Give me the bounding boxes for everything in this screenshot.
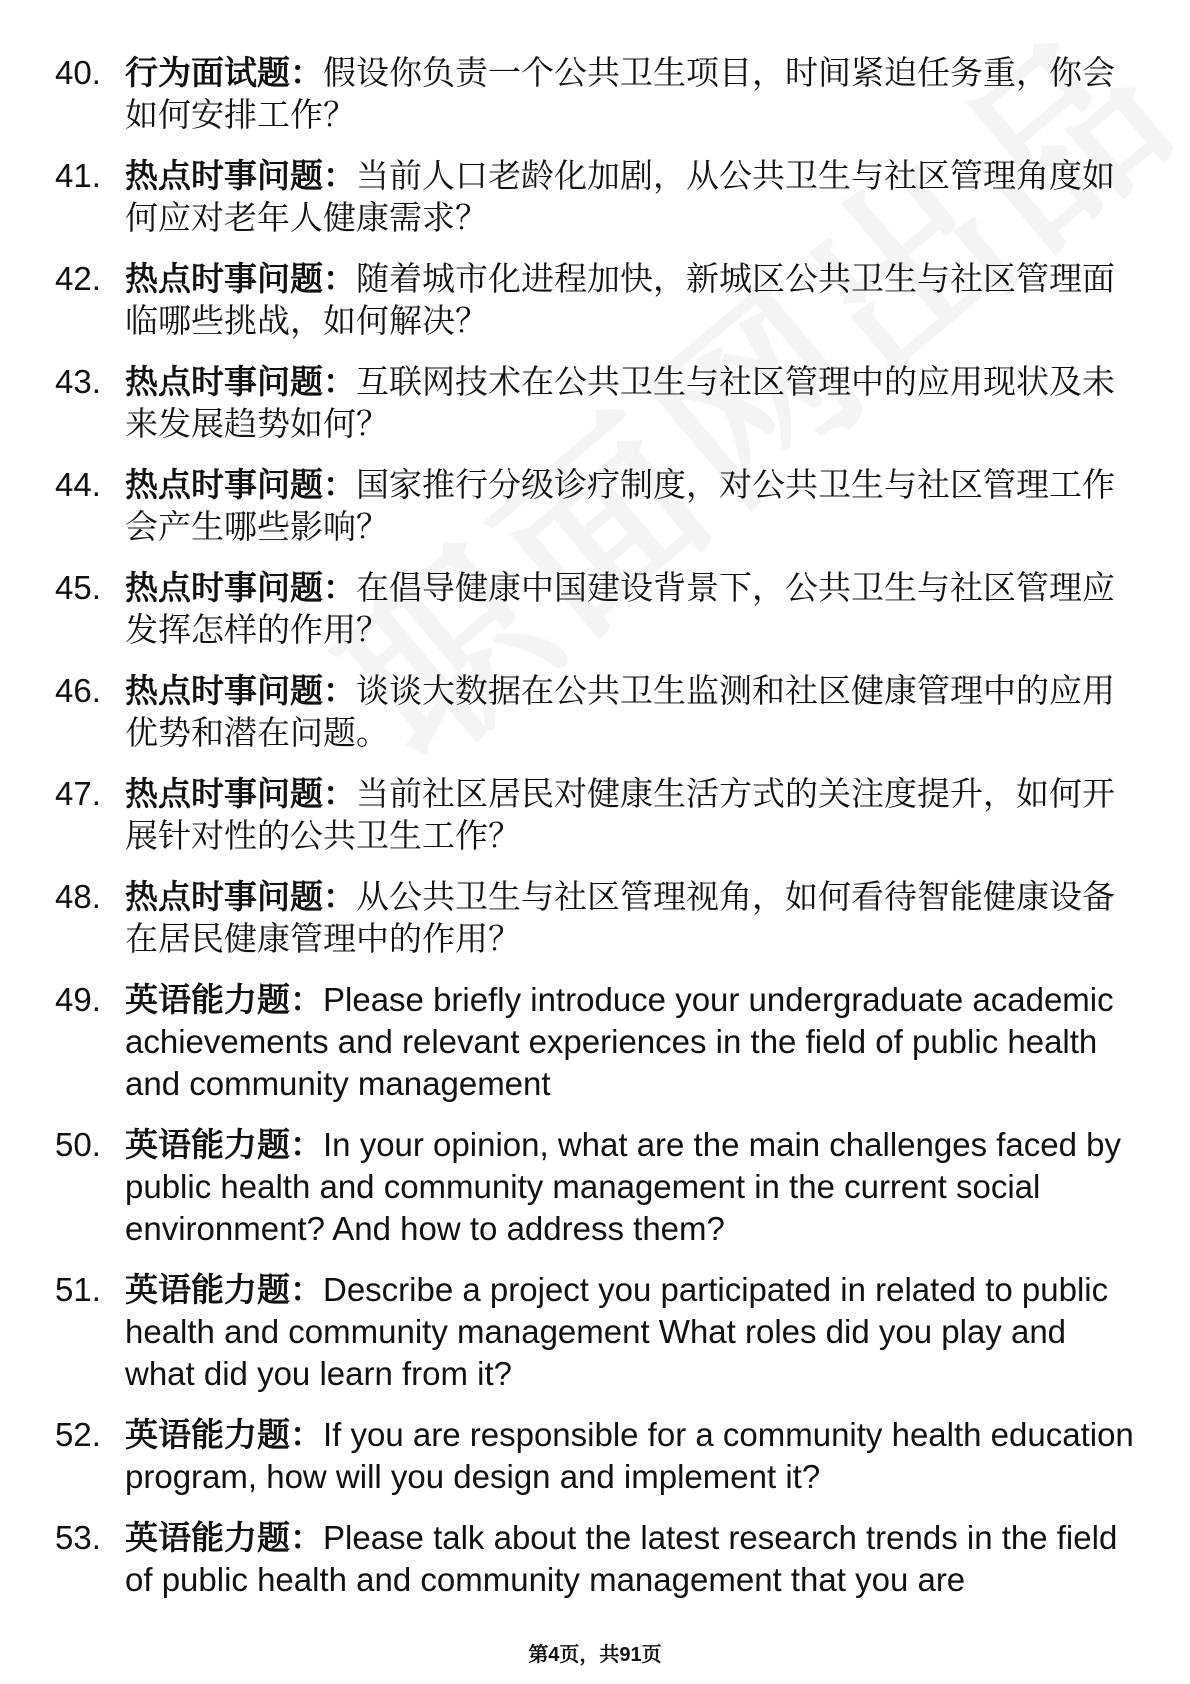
list-item — [55, 52, 1135, 136]
question-number: 48. — [55, 878, 101, 915]
list-item — [55, 361, 1135, 445]
list-item — [55, 464, 1135, 548]
question-text: 随着城市化进程加快，新城区公共卫生与社区管理面临哪些挑战，如何解决？ — [125, 260, 1115, 339]
question-category: 热点时事问题： — [125, 260, 356, 297]
question-category: 英语能力题： — [125, 981, 323, 1018]
question-number: 50. — [55, 1126, 101, 1163]
question-text: Describe a project you participated in related to public health and community management What roles did you play and what did you learn from it? — [125, 1271, 1109, 1392]
question-category: 英语能力题： — [125, 1416, 323, 1453]
question-number: 40. — [55, 54, 101, 91]
question-category: 热点时事问题： — [125, 363, 356, 400]
question-category: 英语能力题： — [125, 1519, 323, 1556]
question-number: 52. — [55, 1416, 101, 1453]
question-number: 44. — [55, 466, 101, 503]
question-text: 谈谈大数据在公共卫生监测和社区健康管理中的应用优势和潜在问题。 — [125, 672, 1115, 751]
list-item — [55, 567, 1135, 651]
question-category: 热点时事问题： — [125, 775, 356, 812]
list-item — [55, 1269, 1135, 1395]
list-item — [55, 1124, 1135, 1250]
question-text: 国家推行分级诊疗制度，对公共卫生与社区管理工作会产生哪些影响？ — [125, 466, 1115, 545]
question-text: 当前社区居民对健康生活方式的关注度提升，如何开展针对性的公共卫生工作？ — [125, 775, 1115, 854]
question-text: Please talk about the latest research trends in the field of public health and community management that you are — [125, 1519, 1118, 1598]
question-category: 热点时事问题： — [125, 569, 356, 606]
question-text: 互联网技术在公共卫生与社区管理中的应用现状及未来发展趋势如何？ — [125, 363, 1115, 442]
question-number: 45. — [55, 569, 101, 606]
question-text: In your opinion, what are the main challenges faced by public health and community management in the current social environment? And how to address them? — [125, 1126, 1121, 1247]
page-footer: 第4页，共91页 — [528, 1644, 662, 1666]
list-item — [55, 258, 1135, 342]
list-item — [55, 155, 1135, 239]
question-list — [55, 52, 1135, 1620]
question-category: 热点时事问题： — [125, 157, 356, 194]
question-number: 43. — [55, 363, 101, 400]
question-number: 53. — [55, 1519, 101, 1556]
question-text: If you are responsible for a community health education program, how will you design and implement it? — [125, 1416, 1134, 1495]
list-item — [55, 876, 1135, 960]
question-number: 42. — [55, 260, 101, 297]
question-text: 在倡导健康中国建设背景下，公共卫生与社区管理应发挥怎样的作用？ — [125, 569, 1115, 648]
question-category: 英语能力题： — [125, 1126, 323, 1163]
question-text: 假设你负责一个公共卫生项目，时间紧迫任务重，你会如何安排工作？ — [125, 54, 1115, 133]
question-text: 从公共卫生与社区管理视角，如何看待智能健康设备在居民健康管理中的作用？ — [125, 878, 1115, 957]
list-item — [55, 670, 1135, 754]
list-item — [55, 1414, 1135, 1498]
question-number: 51. — [55, 1271, 101, 1308]
question-text: 当前人口老龄化加剧，从公共卫生与社区管理角度如何应对老年人健康需求？ — [125, 157, 1115, 236]
list-item — [55, 979, 1135, 1105]
question-number: 41. — [55, 157, 101, 194]
question-number: 47. — [55, 775, 101, 812]
question-number: 49. — [55, 981, 101, 1018]
list-item — [55, 1517, 1135, 1601]
question-category: 英语能力题： — [125, 1271, 323, 1308]
question-category: 热点时事问题： — [125, 672, 356, 709]
question-category: 行为面试题： — [125, 54, 323, 91]
list-item — [55, 773, 1135, 857]
question-number: 46. — [55, 672, 101, 709]
question-text: Please briefly introduce your undergraduate academic achievements and relevant experiences in the field of public health and community management — [125, 981, 1114, 1102]
question-category: 热点时事问题： — [125, 878, 356, 915]
question-category: 热点时事问题： — [125, 466, 356, 503]
